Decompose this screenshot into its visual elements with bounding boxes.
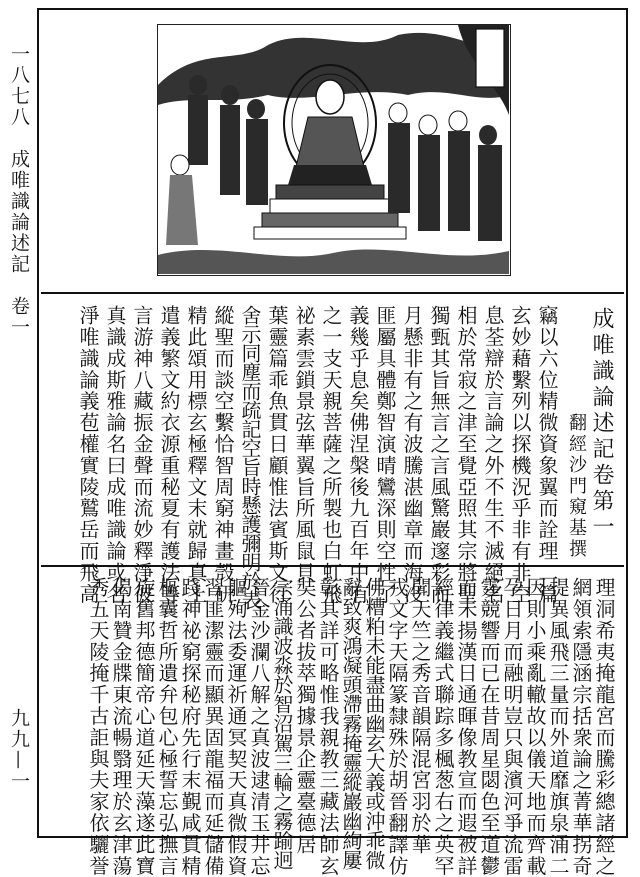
text-column: 辭致爽鴻凝頭滯霧掩靈縱巖幽絢屢 [339, 577, 363, 870]
right-disciples [388, 103, 502, 241]
text-panel-upper [41, 295, 624, 609]
ground-clouds [158, 250, 509, 274]
text-column: 遣義繁文約衣源重秘夏有護法等 [157, 305, 181, 605]
text-column: 彰其詳可略惟我親教三藏法師玄 [316, 577, 340, 877]
text-column: 孕日月而融明豈只與濱河爭流雷 [500, 577, 524, 877]
text-column: 匪屬具體鄭智演晴鸞深則空性了 [373, 305, 397, 605]
text-column: 聞天竺之秀音韻隔混宮羽於華 [408, 577, 432, 856]
cartouche-frame [476, 29, 504, 87]
page-frame [37, 8, 628, 877]
woodcut-artwork [158, 25, 509, 274]
altar-pedestal [254, 185, 406, 239]
text-column: 相於常寂之津至覺亞照其宗將聖 [454, 305, 478, 605]
text-column: 提異風飛三量而外道靡旗泉涌二 [546, 577, 570, 877]
text-column: 佛糟粕未能盡曲幽玄大義或沖乖微 [362, 577, 386, 870]
text-column: 義幾乎息矣佛涅槃後九百年中有 [346, 305, 370, 605]
margin-folio: 九九—一 [8, 708, 30, 792]
text-column: 習匪潔靈而顯異固龍福而延儲備 [201, 577, 225, 877]
text-column: 舍示同塵而疏記空旨時懸護彌明於表 [238, 305, 262, 609]
text-column: 奘公者拔萃獨據景企靈臺德居 [293, 577, 317, 856]
margin-running-title: 一八七八 成唯識論述記 卷一 [8, 44, 30, 338]
text-column: 竊以六位精微資象翼而詮理二篇 [535, 305, 559, 605]
text-column: 息荃辯於言論之外不生不滅絕名 [481, 305, 505, 605]
text-column: 宗涌識波淼於智沼駕三輪之霧踰迥 [270, 577, 294, 870]
text-column: 經律義繼式聯踪多楓葱右之英罕 [431, 577, 455, 877]
text-column: 旋舊邦德簡帝心道延天藻遂此寶 [132, 577, 156, 877]
illustration-panel [41, 12, 624, 294]
text-column: 而未揚漢日通暉像教宣而遐被詳 [454, 577, 478, 877]
text-panel-lower [41, 569, 624, 877]
text-column: 秀五天陵掩千古詎與夫家依驪誉 [86, 577, 110, 877]
text-column: 獨甄其旨無言之言風驚巖邃彩而 [427, 305, 451, 605]
text-column: 晉金沙瀾八解之真波逮清玉井忘 [247, 577, 271, 877]
author-byline: 翻經沙門窺基撰 [566, 413, 587, 560]
text-column: 戎文字天隔篆隸殊於胡晉翻譯仿 [385, 577, 409, 877]
text-column: 樞囊哲所遺弁包心極誓忘弘撫言 [155, 577, 179, 877]
text-column: 之一支天親菩薩之所製也白虹飛 [319, 305, 343, 605]
text-column: 月懸非有之有波騰湛幽章而海沒 [400, 305, 424, 605]
text-column: 偈南贊金牒東流暢翳理於玄津蕩 [109, 577, 133, 877]
text-column: 淨唯識論義苞權實陵鷲岳而飛高 [76, 305, 100, 605]
text-column: 網領索隱涵宗括衆論之菁華拐奇 [569, 577, 593, 877]
text-column: 葉靈篇乖魚貫日顧惟法賓斯文行 [265, 305, 289, 605]
buddha-assembly-illustration [157, 24, 511, 276]
text-column: 玄妙藉繫列以探機況乎非有非空 [508, 305, 532, 605]
chapter-title: 成唯識論述記卷第一 [589, 307, 614, 541]
text-column: 因則小乘亂轍故以儀天地而齊載 [523, 577, 547, 877]
text-column: 軀殉法委運祈通冥契天真微假資 [224, 577, 248, 877]
text-column: 真識成斯雅論名曰成唯識論或名 [103, 305, 127, 605]
text-column: 霆競響而已在昔周星閟色至道鬱 [477, 577, 501, 877]
text-column: 祕素雲鎖景弦華翼旨所風鼠貝 [292, 305, 316, 584]
text-column: 精此頌用標玄極釋文末就歸真上 [184, 305, 208, 605]
text-column: 踐神祕窮探秘府先行末覲咸貫精 [178, 577, 202, 877]
text-column: 言游神八藏振金聲而流妙釋淨彼 [130, 305, 154, 605]
text-column: 縱聖而談空繫恰智周窮神畫殼研 [211, 305, 235, 605]
text-column: 理洞希夷掩龍宮而騰彩總諸經之 [592, 577, 616, 877]
